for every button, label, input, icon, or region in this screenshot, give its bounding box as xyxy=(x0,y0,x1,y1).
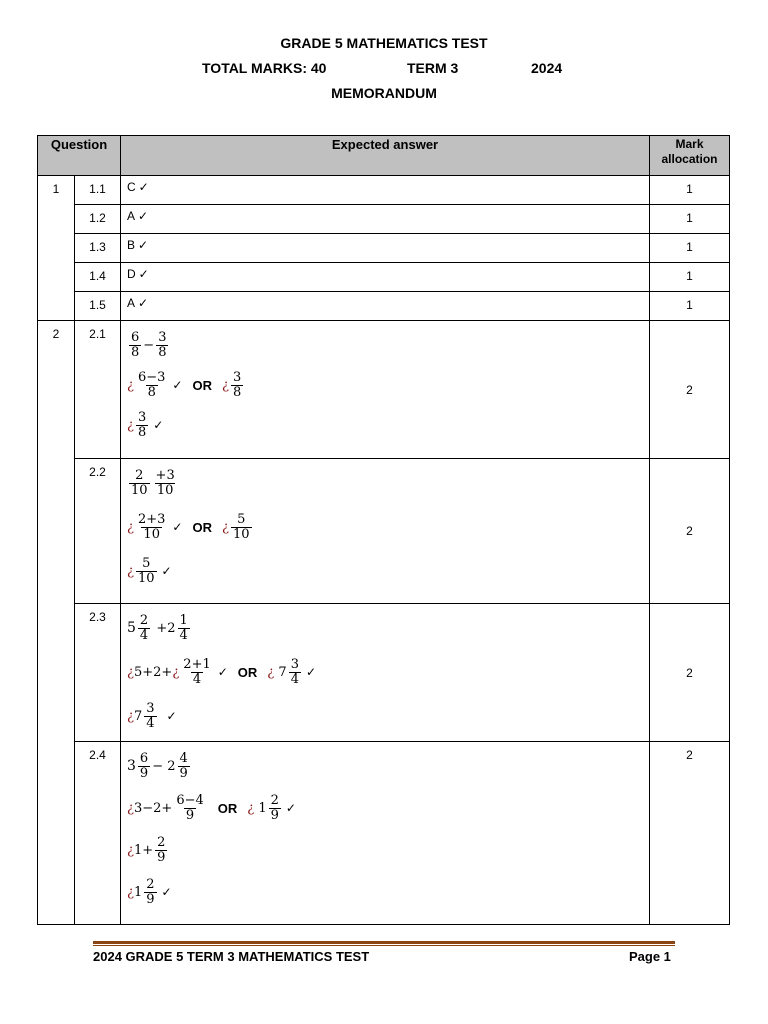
answer: $\frac{2}{10}$ $\frac{+3}{10}$ ¿ $\frac{2+3}{10}$ ✓ OR ¿ $\frac{5}{10}$ ¿ $\frac{5}{10}$ ✓ xyxy=(121,459,650,604)
page-number: Page 1 xyxy=(629,949,671,964)
sub-question: 2.1 xyxy=(75,321,121,459)
col-question: Question xyxy=(38,136,121,176)
table-row xyxy=(38,459,730,604)
mark: 2 xyxy=(650,459,730,604)
memo-table xyxy=(37,135,730,925)
table-row xyxy=(38,321,730,459)
memorandum-label: MEMORANDUM xyxy=(331,85,437,101)
tick-icon: ✓ xyxy=(217,665,228,679)
doc-title: GRADE 5 MATHEMATICS TEST xyxy=(280,35,488,51)
answer: D ✓ xyxy=(121,263,650,292)
tick-icon: ✓ xyxy=(161,885,172,899)
tick-icon: ✓ xyxy=(285,801,296,815)
mark: 1 xyxy=(650,234,730,263)
sub-question: 1.4 xyxy=(75,263,121,292)
mark: 2 xyxy=(650,321,730,459)
tick-icon: ✓ xyxy=(166,709,177,723)
tick-icon: ✓ xyxy=(138,238,149,252)
mark: 1 xyxy=(650,176,730,205)
sub-question: 1.3 xyxy=(75,234,121,263)
answer: B ✓ xyxy=(121,234,650,263)
answer: A ✓ xyxy=(121,205,650,234)
tick-icon: ✓ xyxy=(138,209,149,223)
mark: 1 xyxy=(650,263,730,292)
table-row xyxy=(38,604,730,742)
table-header-row xyxy=(38,136,730,176)
answer: $\frac{6}{8}$ − $\frac{3}{8}$ ¿ $\frac{6-3}{8}$ ✓ OR ¿ $\frac{3}{8}$ ¿ $\frac{3}{8}$ ✓ xyxy=(121,321,650,459)
mark: 2 xyxy=(650,742,730,925)
tick-icon: ✓ xyxy=(161,564,172,578)
table-row xyxy=(38,234,730,263)
sub-question: 1.2 xyxy=(75,205,121,234)
tick-icon: ✓ xyxy=(138,296,149,310)
mark: 2 xyxy=(650,604,730,742)
sub-question: 2.4 xyxy=(75,742,121,925)
term: TERM 3 xyxy=(407,60,459,76)
sub-question: 2.2 xyxy=(75,459,121,604)
answer: 5 $\frac{2}{4}$ +2 $\frac{1}{4}$ ¿ 5+2+ ¿ $\frac{2+1}{4}$ ✓ OR ¿ 7 $\frac{3}{4}$ ✓ ¿ 7 $\frac{3}{4}$ ✓ xyxy=(121,604,650,742)
total-marks: TOTAL MARKS: 40 xyxy=(202,60,327,76)
tick-icon: ✓ xyxy=(172,520,183,534)
footer-rule-thin xyxy=(93,945,675,946)
tick-icon: ✓ xyxy=(172,378,183,392)
footer-title: 2024 GRADE 5 TERM 3 MATHEMATICS TEST xyxy=(93,949,370,964)
sub-question: 2.3 xyxy=(75,604,121,742)
tick-icon: ✓ xyxy=(138,180,149,194)
footer-rule xyxy=(93,941,675,944)
table-row xyxy=(38,176,730,205)
table-row xyxy=(38,205,730,234)
answer: A ✓ xyxy=(121,292,650,321)
mark: 1 xyxy=(650,205,730,234)
col-mark-allocation: Mark allocation xyxy=(650,136,730,176)
sub-question: 1.1 xyxy=(75,176,121,205)
tick-icon: ✓ xyxy=(153,418,164,432)
answer: C ✓ xyxy=(121,176,650,205)
mark: 1 xyxy=(650,292,730,321)
col-expected-answer: Expected answer xyxy=(121,136,650,176)
answer: 3 $\frac{6}{9}$ − 2 $\frac{4}{9}$ ¿ 3−2+ $\frac{6-4}{9}$ OR ¿ 1 $\frac{2}{9}$ ✓ ¿ 1+ $\frac{2}{9}$ ¿ 1 $\frac{2}{9}$ ✓ xyxy=(121,742,650,925)
table-row xyxy=(38,742,730,925)
table-row xyxy=(38,263,730,292)
tick-icon: ✓ xyxy=(138,267,149,281)
question-number: 1 xyxy=(38,176,75,321)
sub-question: 1.5 xyxy=(75,292,121,321)
question-number: 2 xyxy=(38,321,75,925)
year: 2024 xyxy=(531,60,563,76)
tick-icon: ✓ xyxy=(305,665,317,679)
table-row xyxy=(38,292,730,321)
